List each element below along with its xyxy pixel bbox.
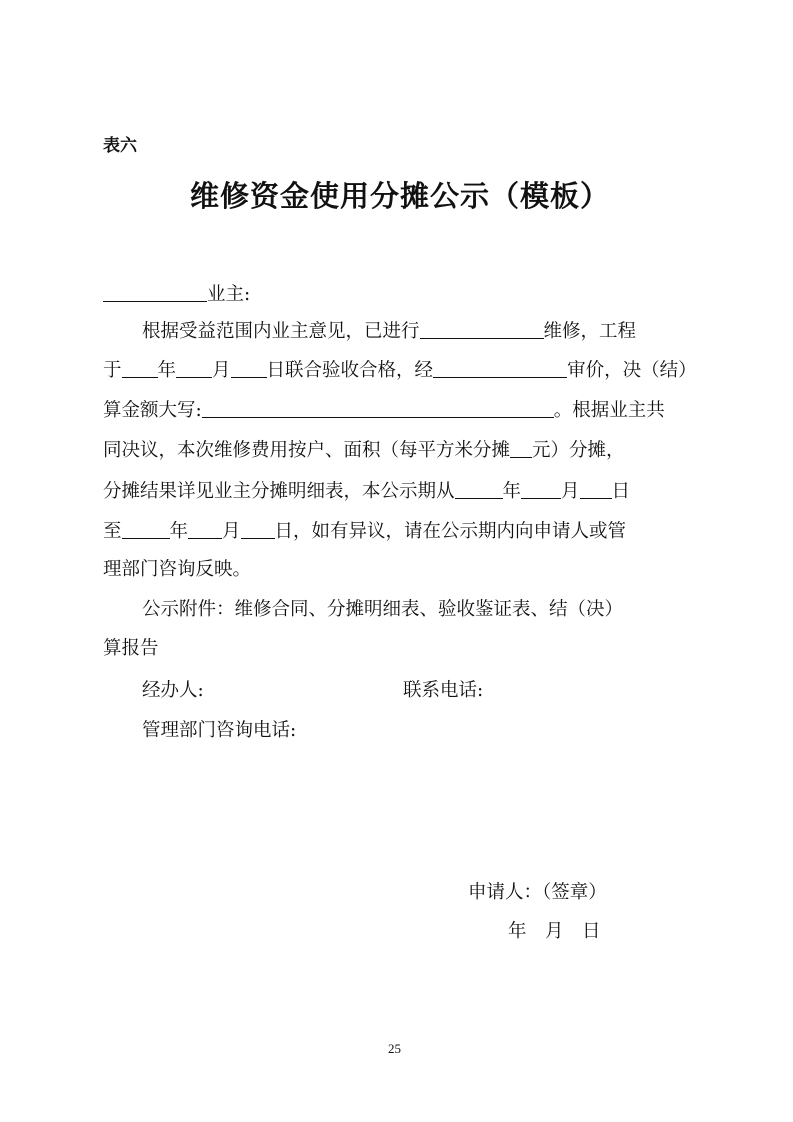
- text: 年: [157, 360, 177, 381]
- paragraph-line-1: [142, 318, 636, 344]
- acceptance-month-blank[interactable]: [176, 357, 212, 378]
- addressee-line: [103, 281, 250, 307]
- paragraph-line-3: [103, 397, 665, 423]
- text: 月: [212, 360, 231, 381]
- text: 分摊结果详见业主分摊明细表，本公示期从: [103, 481, 455, 502]
- text: 年: [169, 521, 189, 542]
- attachments-line-2: 算报告: [103, 638, 159, 659]
- addressee-blank[interactable]: [103, 281, 207, 302]
- text: 于: [103, 360, 122, 381]
- end-month-blank[interactable]: [188, 518, 222, 539]
- page-title: 维修资金使用分摊公示（模板）: [190, 179, 611, 213]
- start-month-blank[interactable]: [521, 478, 561, 499]
- text: 月: [222, 521, 241, 542]
- text: 月: [561, 481, 580, 502]
- text: 维修，工程: [543, 321, 637, 342]
- text: 审价，决（结）: [567, 360, 697, 381]
- repair-item-blank[interactable]: [420, 318, 544, 339]
- acceptance-day-blank[interactable]: [231, 357, 267, 378]
- acceptance-year-blank[interactable]: [122, 357, 158, 378]
- attachments-line-1: 公示附件：维修合同、分摊明细表、验收鉴证表、结（决）: [142, 599, 624, 620]
- per-sqm-amount-blank[interactable]: [510, 437, 532, 458]
- paragraph-line-5: [103, 478, 630, 504]
- text: 根据受益范围内业主意见，已进行: [142, 321, 420, 342]
- addressee-suffix: 业主:: [207, 284, 251, 305]
- end-year-blank[interactable]: [122, 518, 170, 539]
- table-tag: 表六: [103, 136, 137, 156]
- text: 。根据业主共: [553, 400, 665, 421]
- paragraph-line-4: [103, 437, 625, 463]
- text: 日联合验收合格，经: [266, 360, 434, 381]
- page-number: 25: [388, 1041, 401, 1056]
- text: 日，如有异议，请在公示期内向申请人或管: [274, 521, 627, 542]
- paragraph-line-7: 理部门咨询反映。: [103, 559, 252, 580]
- text: 元）分摊，: [532, 440, 625, 461]
- paragraph-line-2: [103, 357, 697, 383]
- dept-phone-label: 管理部门咨询电话:: [142, 720, 297, 741]
- audit-party-blank[interactable]: [433, 357, 567, 378]
- text: 日: [611, 481, 631, 502]
- text: 同决议，本次维修费用按户、面积（每平方米分摊: [103, 440, 511, 461]
- text: 年: [502, 481, 522, 502]
- applicant-signature: 申请人：（签章）: [468, 882, 607, 903]
- amount-in-words-blank[interactable]: [202, 397, 554, 418]
- end-day-blank[interactable]: [241, 518, 275, 539]
- signature-date: 年 月 日: [508, 921, 601, 942]
- handler-label: 经办人:: [142, 680, 204, 701]
- start-year-blank[interactable]: [455, 478, 503, 499]
- paragraph-line-6: [103, 518, 626, 544]
- text: 至: [103, 521, 122, 542]
- text: 算金额大写:: [103, 400, 202, 421]
- start-day-blank[interactable]: [580, 478, 612, 499]
- phone-label: 联系电话:: [403, 680, 484, 701]
